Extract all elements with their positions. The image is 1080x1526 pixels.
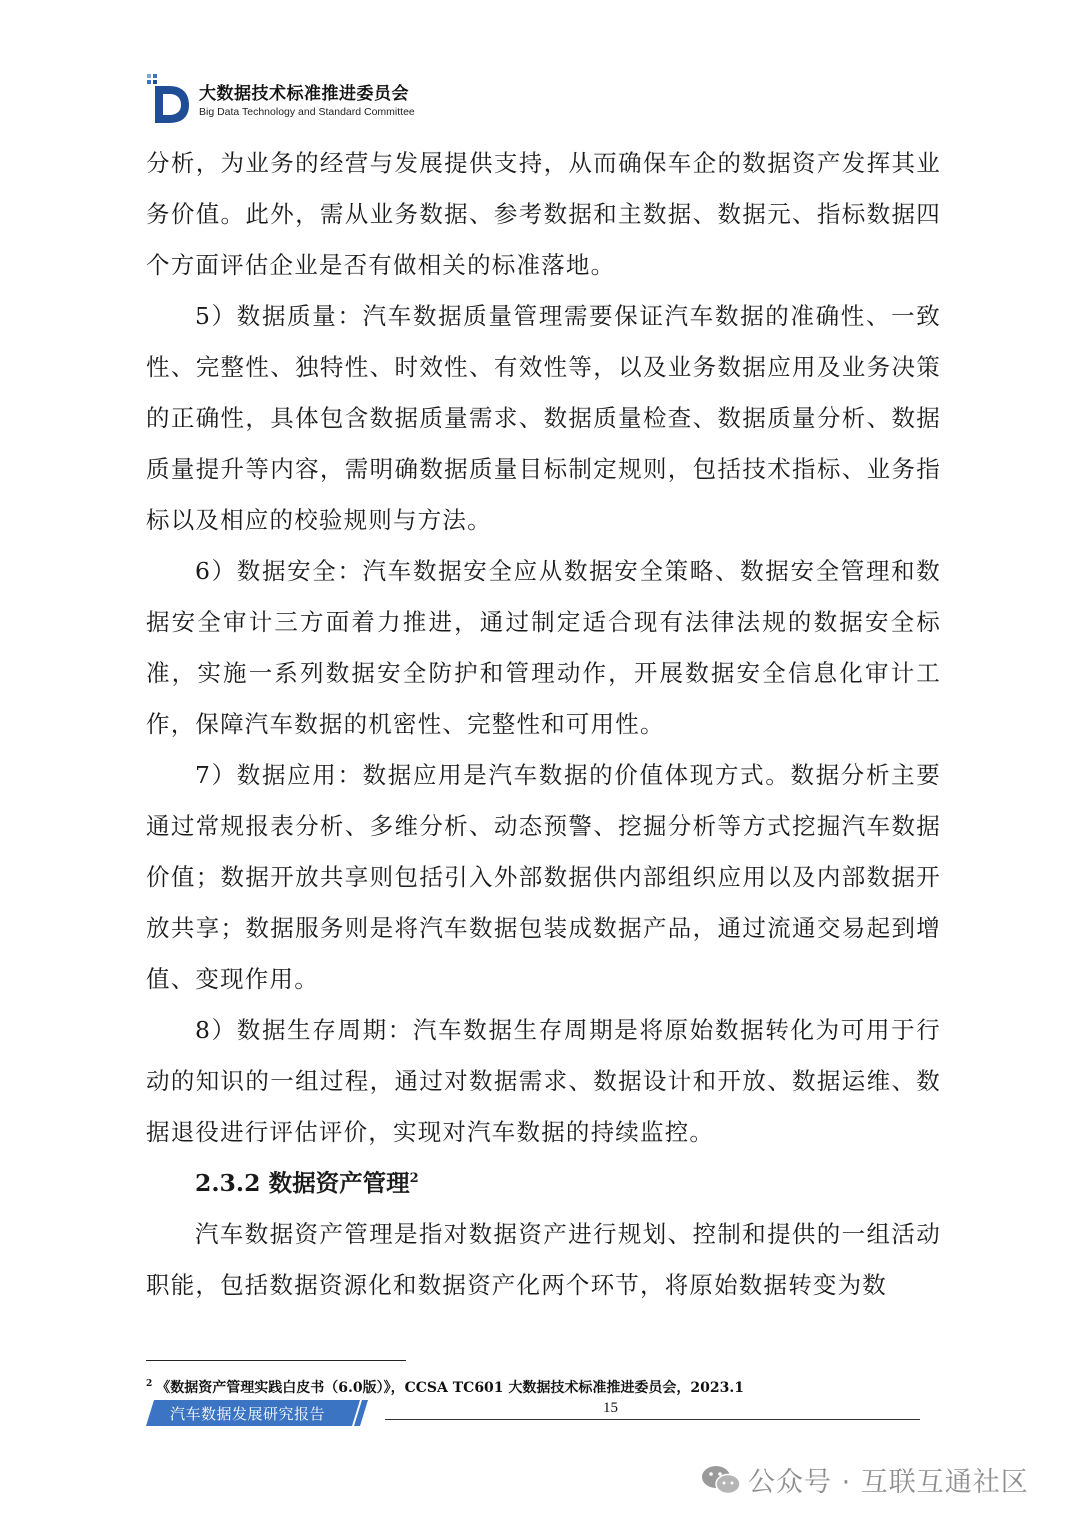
footer-rule (385, 1419, 920, 1420)
page-number: 15 (603, 1400, 618, 1416)
paragraph-data-quality: 5）数据质量：汽车数据质量管理需要保证汽车数据的准确性、一致性、完整性、独特性、时效性、有效性等，以及业务数据应用及业务决策的正确性，具体包含数据质量需求、数据质量检查、数据质量分析、数据质量提升等内容，需明确数据质量目标制定规则，包括技术指标、业务指标以及相应的校验规则与方法。 (146, 302, 941, 534)
paragraph-data-lifecycle: 8）数据生存周期：汽车数据生存周期是将原始数据转化为可用于行动的知识的一组过程，通过对数据需求、数据设计和开放、数据运维、数据退役进行评估评价，实现对汽车数据的持续监控。 (146, 1016, 941, 1146)
watermark (700, 1460, 1029, 1499)
paragraph-continuation: 分析，为业务的经营与发展提供支持，从而确保车企的数据资产发挥其业务价值。此外，需从业务数据、参考数据和主数据、数据元、指标数据四个方面评估企业是否有做相关的标准落地。 (146, 149, 941, 279)
footnote-text: 《数据资产管理实践白皮书（6.0版）》，CCSA TC601 大数据技术标准推进委员会，2023.1 (156, 1380, 744, 1396)
committee-logo-icon (145, 72, 191, 124)
footnote (146, 1377, 744, 1397)
footer-report-title: 汽车数据发展研究报告 (170, 1405, 326, 1423)
paragraph-data-application: 7）数据应用：数据应用是汽车数据的价值体现方式。数据分析主要通过常规报表分析、多维分析、动态预警、挖掘分析等方式挖掘汽车数据价值；数据开放共享则包括引入外部数据供内部组织应用以及内部数据开放共享；数据服务则是将汽车数据包装成数据产品，通过流通交易起到增值、变现作用。 (146, 761, 941, 993)
footnote-divider (146, 1360, 406, 1361)
paragraph-data-security: 6）数据安全：汽车数据安全应从数据安全策略、数据安全管理和数据安全审计三方面着力推进，通过制定适合现有法律法规的数据安全标准，实施一系列数据安全防护和管理动作，开展数据安全信息化审计工作，保障汽车数据的机密性、完整性和可用性。 (146, 557, 941, 738)
org-name-cn: 大数据技术标准推进委员会 (199, 83, 409, 104)
org-name-en: Big Data Technology and Standard Committee (199, 105, 415, 118)
footnote-ref[interactable]: 2 (409, 1171, 419, 1187)
paragraph-asset-management: 汽车数据资产管理是指对数据资产进行规划、控制和提供的一组活动职能，包括数据资源化和数据资产化两个环节，将原始数据转变为数 (146, 1220, 941, 1299)
document-body (146, 138, 941, 1311)
footnote-marker: 2 (146, 1379, 153, 1390)
section-heading (146, 1158, 941, 1209)
watermark-text: 公众号 · 互联互通社区 (748, 1467, 1029, 1498)
section-heading-text: 2.3.2 数据资产管理 (195, 1169, 410, 1197)
page-header (145, 70, 415, 126)
wechat-icon (700, 1463, 742, 1497)
